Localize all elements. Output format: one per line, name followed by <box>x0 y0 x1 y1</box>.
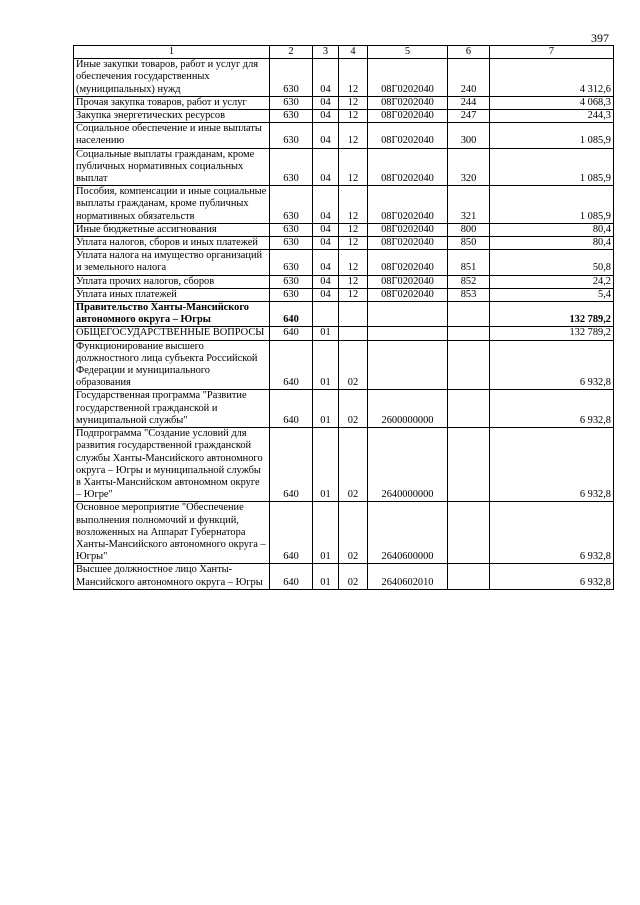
row-target-article: 08Г0202040 <box>368 275 448 288</box>
row-name: Уплата иных платежей <box>74 288 270 301</box>
row-expense-type <box>448 502 490 564</box>
row-section: 04 <box>313 96 339 109</box>
table-row <box>74 275 614 288</box>
row-sum: 244,3 <box>490 110 614 123</box>
row-expense-type: 321 <box>448 186 490 224</box>
header-cell: 1 <box>74 46 270 59</box>
row-subsection: 12 <box>339 223 368 236</box>
row-expense-type: 300 <box>448 123 490 148</box>
row-subsection: 12 <box>339 237 368 250</box>
row-target-article: 08Г0202040 <box>368 59 448 97</box>
row-sum: 4 312,6 <box>490 59 614 97</box>
row-sum: 1 085,9 <box>490 186 614 224</box>
row-expense-type <box>448 327 490 340</box>
row-code: 640 <box>270 564 313 589</box>
row-name: Прочая закупка товаров, работ и услуг <box>74 96 270 109</box>
row-code: 640 <box>270 390 313 428</box>
header-cell: 2 <box>270 46 313 59</box>
row-sum: 4 068,3 <box>490 96 614 109</box>
row-code: 630 <box>270 123 313 148</box>
row-code: 640 <box>270 340 313 390</box>
row-subsection: 02 <box>339 390 368 428</box>
row-code: 640 <box>270 502 313 564</box>
table-row <box>74 428 614 502</box>
row-name: Иные бюджетные ассигнования <box>74 223 270 236</box>
row-sum: 24,2 <box>490 275 614 288</box>
row-subsection: 12 <box>339 96 368 109</box>
header-cell: 6 <box>448 46 490 59</box>
row-target-article: 08Г0202040 <box>368 148 448 186</box>
row-name: Уплата прочих налогов, сборов <box>74 275 270 288</box>
row-code: 630 <box>270 186 313 224</box>
row-code: 630 <box>270 223 313 236</box>
row-target-article: 08Г0202040 <box>368 123 448 148</box>
row-code: 630 <box>270 288 313 301</box>
row-target-article <box>368 340 448 390</box>
table-row <box>74 237 614 250</box>
row-section: 04 <box>313 223 339 236</box>
row-section: 04 <box>313 110 339 123</box>
row-name: Иные закупки товаров, работ и услуг для обеспечения государственных (муниципальных) нужд <box>74 59 270 97</box>
row-sum: 6 932,8 <box>490 564 614 589</box>
row-name: Правительство Ханты-Мансийского автономного округа – Югры <box>74 302 270 327</box>
row-section <box>313 302 339 327</box>
table-row <box>74 148 614 186</box>
table-row <box>74 340 614 390</box>
row-code: 630 <box>270 237 313 250</box>
row-target-article <box>368 327 448 340</box>
table-row <box>74 288 614 301</box>
row-name: Уплата налогов, сборов и иных платежей <box>74 237 270 250</box>
row-sum: 5,4 <box>490 288 614 301</box>
row-section: 01 <box>313 564 339 589</box>
table-row <box>74 502 614 564</box>
row-section: 04 <box>313 186 339 224</box>
row-section: 01 <box>313 327 339 340</box>
header-row <box>74 46 614 59</box>
table-row <box>74 186 614 224</box>
row-target-article: 08Г0202040 <box>368 250 448 275</box>
row-sum: 132 789,2 <box>490 302 614 327</box>
header-cell: 5 <box>368 46 448 59</box>
row-sum: 80,4 <box>490 237 614 250</box>
row-subsection <box>339 302 368 327</box>
row-target-article: 2640000000 <box>368 428 448 502</box>
row-subsection <box>339 327 368 340</box>
row-expense-type: 240 <box>448 59 490 97</box>
table-row <box>74 223 614 236</box>
row-name: Социальное обеспечение и иные выплаты населению <box>74 123 270 148</box>
row-subsection: 12 <box>339 250 368 275</box>
row-code: 630 <box>270 250 313 275</box>
row-code: 630 <box>270 96 313 109</box>
header-cell: 7 <box>490 46 614 59</box>
row-code: 640 <box>270 327 313 340</box>
row-name: Уплата налога на имущество организаций и земельного налога <box>74 250 270 275</box>
row-name: Функционирование высшего должностного лица субъекта Российской Федерации и муниципального образования <box>74 340 270 390</box>
row-expense-type: 852 <box>448 275 490 288</box>
table-row <box>74 250 614 275</box>
row-code: 640 <box>270 302 313 327</box>
header-cell: 4 <box>339 46 368 59</box>
row-expense-type: 320 <box>448 148 490 186</box>
row-target-article <box>368 302 448 327</box>
row-expense-type <box>448 302 490 327</box>
row-subsection: 12 <box>339 275 368 288</box>
row-target-article: 2640602010 <box>368 564 448 589</box>
row-subsection: 12 <box>339 123 368 148</box>
row-sum: 132 789,2 <box>490 327 614 340</box>
row-sum: 6 932,8 <box>490 428 614 502</box>
budget-table <box>73 45 614 590</box>
row-sum: 6 932,8 <box>490 340 614 390</box>
row-name: Социальные выплаты гражданам, кроме публичных нормативных социальных выплат <box>74 148 270 186</box>
row-expense-type: 851 <box>448 250 490 275</box>
row-section: 01 <box>313 340 339 390</box>
row-subsection: 02 <box>339 340 368 390</box>
row-target-article: 08Г0202040 <box>368 110 448 123</box>
row-name: Основное мероприятие "Обеспечение выполнения полномочий и функций, возложенных на Аппарат Губернатора Ханты-Мансийского автономного округа – Югры" <box>74 502 270 564</box>
row-code: 630 <box>270 148 313 186</box>
table-row <box>74 123 614 148</box>
row-section: 04 <box>313 237 339 250</box>
table-row <box>74 327 614 340</box>
row-section: 04 <box>313 59 339 97</box>
row-name: Закупка энергетических ресурсов <box>74 110 270 123</box>
row-section: 01 <box>313 428 339 502</box>
row-target-article: 08Г0202040 <box>368 288 448 301</box>
row-section: 01 <box>313 502 339 564</box>
row-section: 04 <box>313 275 339 288</box>
row-section: 04 <box>313 250 339 275</box>
row-subsection: 02 <box>339 428 368 502</box>
row-target-article: 08Г0202040 <box>368 96 448 109</box>
row-section: 04 <box>313 148 339 186</box>
row-name: Государственная программа "Развитие государственной гражданской и муниципальной службы" <box>74 390 270 428</box>
row-expense-type: 247 <box>448 110 490 123</box>
row-sum: 1 085,9 <box>490 148 614 186</box>
row-sum: 1 085,9 <box>490 123 614 148</box>
row-sum: 6 932,8 <box>490 390 614 428</box>
row-target-article: 08Г0202040 <box>368 186 448 224</box>
row-subsection: 02 <box>339 502 368 564</box>
row-section: 04 <box>313 288 339 301</box>
row-subsection: 12 <box>339 59 368 97</box>
row-expense-type <box>448 564 490 589</box>
header-cell: 3 <box>313 46 339 59</box>
row-code: 640 <box>270 428 313 502</box>
page-number: 397 <box>591 31 609 45</box>
row-name: ОБЩЕГОСУДАРСТВЕННЫЕ ВОПРОСЫ <box>74 327 270 340</box>
row-expense-type: 800 <box>448 223 490 236</box>
row-expense-type: 850 <box>448 237 490 250</box>
row-section: 04 <box>313 123 339 148</box>
row-expense-type: 853 <box>448 288 490 301</box>
row-target-article: 08Г0202040 <box>368 223 448 236</box>
table-row <box>74 390 614 428</box>
row-subsection: 12 <box>339 186 368 224</box>
row-name: Пособия, компенсации и иные социальные выплаты гражданам, кроме публичных нормативных обязательств <box>74 186 270 224</box>
row-section: 01 <box>313 390 339 428</box>
row-target-article: 2600000000 <box>368 390 448 428</box>
row-code: 630 <box>270 59 313 97</box>
table-row <box>74 59 614 97</box>
row-sum: 6 932,8 <box>490 502 614 564</box>
row-expense-type <box>448 390 490 428</box>
row-sum: 80,4 <box>490 223 614 236</box>
row-name: Подпрограмма "Создание условий для развития государственной гражданской службы Ханты-Мансийского автономного округа – Югры и муниципальной службы в Ханты-Мансийском автономном округе – Югре" <box>74 428 270 502</box>
table-row <box>74 110 614 123</box>
row-name: Высшее должностное лицо Ханты-Мансийского автономного округа – Югры <box>74 564 270 589</box>
row-expense-type <box>448 428 490 502</box>
table-row <box>74 302 614 327</box>
row-code: 630 <box>270 110 313 123</box>
row-target-article: 08Г0202040 <box>368 237 448 250</box>
row-subsection: 12 <box>339 110 368 123</box>
row-target-article: 2640600000 <box>368 502 448 564</box>
row-subsection: 12 <box>339 148 368 186</box>
row-sum: 50,8 <box>490 250 614 275</box>
row-code: 630 <box>270 275 313 288</box>
row-subsection: 12 <box>339 288 368 301</box>
table-row <box>74 96 614 109</box>
row-expense-type: 244 <box>448 96 490 109</box>
table-row <box>74 564 614 589</box>
row-expense-type <box>448 340 490 390</box>
row-subsection: 02 <box>339 564 368 589</box>
